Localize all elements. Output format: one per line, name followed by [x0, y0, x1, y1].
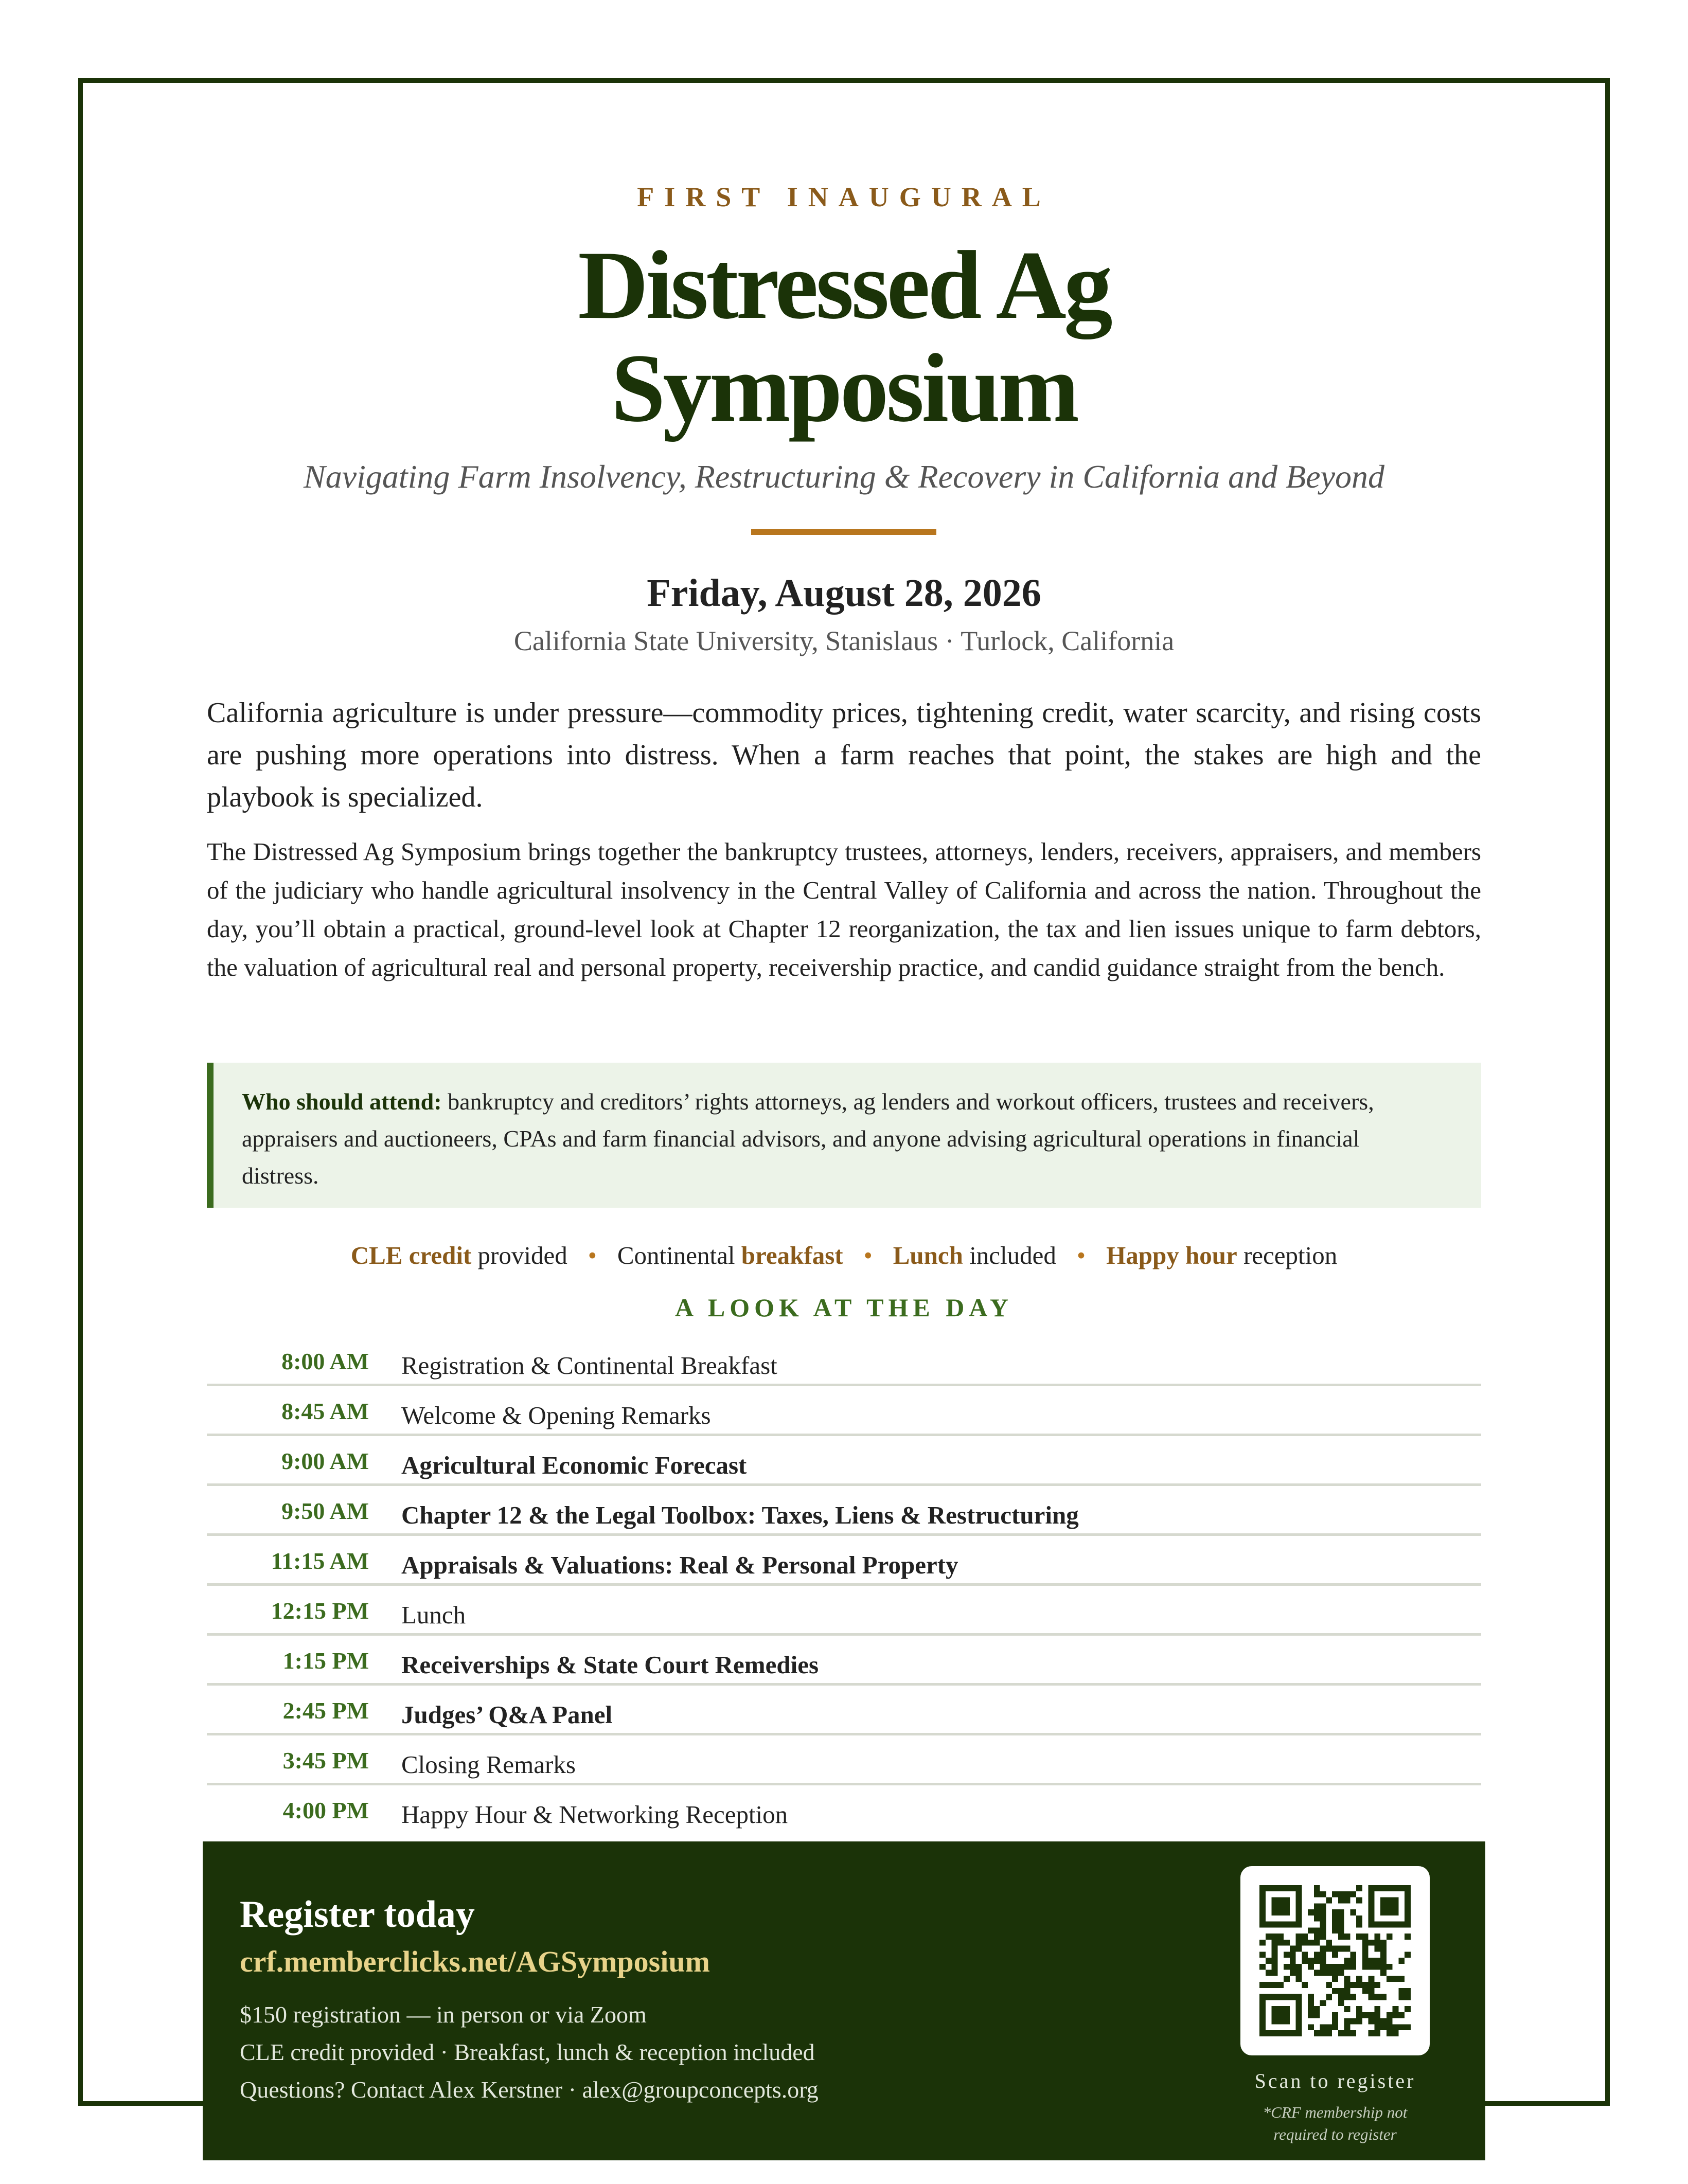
title-line-1: Distressed Ag [578, 231, 1110, 339]
schedule-row [207, 1586, 1481, 1636]
registration-footer [203, 1841, 1485, 2160]
schedule-table [207, 1336, 1481, 1835]
scan-label: Scan to register [1254, 2069, 1416, 2092]
perk-separator: • [1076, 1241, 1086, 1269]
schedule-heading: A LOOK AT THE DAY [675, 1293, 1013, 1322]
callout-label: Who should attend: [242, 1088, 442, 1115]
schedule-time: 8:45 AM [281, 1398, 369, 1424]
callout-text: bankruptcy and creditors’ rights attorneys, ag lenders and workout officers, trustees and receivers, appraisers and auctioneers, CPAs and farm financial advisors, and anyone advising agricultural operations in financial distress. [242, 1088, 1374, 1189]
membership-note: *CRF membership not required to register [1263, 2103, 1408, 2143]
schedule-time: 9:00 AM [281, 1448, 369, 1474]
schedule-event: Appraisals & Valuations: Real & Personal Property [401, 1551, 958, 1579]
schedule-event: Welcome & Opening Remarks [401, 1401, 711, 1429]
schedule-row [207, 1536, 1481, 1586]
schedule-row [207, 1336, 1481, 1386]
eyebrow-label: FIRST INAUGURAL [637, 182, 1051, 212]
qr-code[interactable] [1240, 1866, 1430, 2055]
schedule-row [207, 1686, 1481, 1735]
schedule-time: 4:00 PM [282, 1797, 369, 1823]
perk-separator: • [588, 1241, 597, 1269]
divider-rule [751, 529, 936, 535]
perk-breakfast: Continental breakfast [617, 1241, 843, 1269]
schedule-time: 9:50 AM [281, 1498, 369, 1524]
registration-link[interactable]: crf.memberclicks.net/AGSymposium [240, 1945, 710, 1978]
who-should-attend-callout [207, 1063, 1481, 1208]
schedule-row [207, 1386, 1481, 1436]
schedule-event: Closing Remarks [401, 1750, 576, 1779]
title-line-2: Symposium [611, 334, 1077, 442]
schedule-time: 1:15 PM [282, 1648, 369, 1674]
schedule-event: Lunch [401, 1601, 466, 1629]
qr-code-icon [1259, 1885, 1411, 2036]
schedule-row [207, 1785, 1481, 1835]
schedule-time: 3:45 PM [282, 1747, 369, 1774]
perk-lunch: Lunch included [893, 1241, 1056, 1269]
schedule-time: 12:15 PM [271, 1598, 369, 1624]
schedule-event: Chapter 12 & the Legal Toolbox: Taxes, Liens & Restructuring [401, 1501, 1079, 1529]
schedule-row [207, 1735, 1481, 1785]
intro-body-paragraph: The Distressed Ag Symposium brings together the bankruptcy trustees, attorneys, lenders, receivers, appraisers, and members of the judiciary who handle agricultural insolvency in the Central Valley of California and across the nation. Throughout the day, you’ll obtain a practical, ground-level look at Chapter 12 reorganization, the tax and lien issues unique to farm debtors, the valuation of agricultural real and personal property, receivership practice, and candid guidance straight from the bench. [207, 837, 1481, 981]
schedule-event: Receiverships & State Court Remedies [401, 1651, 819, 1679]
event-title [0, 231, 1688, 442]
registration-fee-line: $150 registration — in person or via Zoom [240, 2001, 647, 2028]
schedule-event: Happy Hour & Networking Reception [401, 1800, 788, 1829]
schedule-row [207, 1436, 1481, 1486]
perk-cle: CLE credit provided [350, 1241, 567, 1269]
perks-line [0, 1241, 1688, 1270]
event-date: Friday, August 28, 2026 [647, 571, 1041, 615]
schedule-event: Registration & Continental Breakfast [401, 1351, 777, 1380]
registration-includes-line: CLE credit provided · Breakfast, lunch & reception included [240, 2039, 815, 2065]
register-heading: Register today [240, 1893, 475, 1936]
schedule-row [207, 1636, 1481, 1686]
schedule-time: 2:45 PM [282, 1697, 369, 1724]
registration-contact-line: Questions? Contact Alex Kerstner · alex@groupconcepts.org [240, 2076, 819, 2103]
schedule-event: Agricultural Economic Forecast [401, 1451, 747, 1479]
schedule-time: 11:15 AM [271, 1548, 369, 1574]
event-venue: California State University, Stanislaus · Turlock, California [513, 625, 1175, 656]
perk-happy-hour: Happy hour reception [1106, 1241, 1338, 1269]
perk-separator: • [863, 1241, 873, 1269]
event-subtitle: Navigating Farm Insolvency, Restructuring & Recovery in California and Beyond [304, 458, 1384, 495]
schedule-event: Judges’ Q&A Panel [401, 1700, 613, 1729]
intro-lead-paragraph: California agriculture is under pressure—commodity prices, tightening credit, water scarcity, and rising costs are pushing more operations into distress. When a farm reaches that point, the stakes are high and the playbook is specialized. [207, 697, 1481, 813]
schedule-time: 8:00 AM [281, 1348, 369, 1374]
schedule-row [207, 1486, 1481, 1536]
